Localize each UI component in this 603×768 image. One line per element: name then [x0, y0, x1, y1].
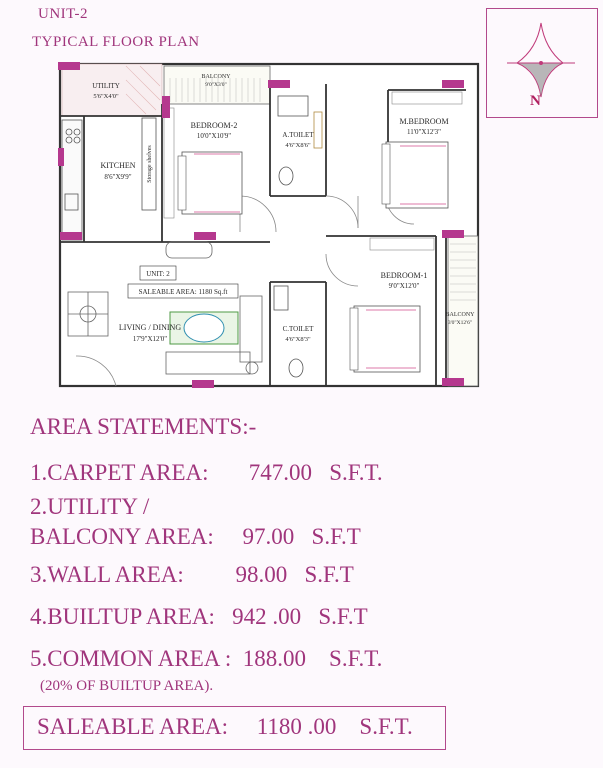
area-statements-title: AREA STATEMENTS:- [30, 414, 257, 439]
room-size-balcony-top: 9'0"X3'0" [205, 82, 227, 88]
floor-plan-title: TYPICAL FLOOR PLAN [32, 34, 200, 50]
floor-plan-drawing [56, 56, 482, 392]
saleable-tag: SALEABLE AREA: 1180 Sq.ft [138, 288, 228, 296]
carpet-area-line: 1.CARPET AREA: 747.00 S.F.T. [30, 460, 383, 485]
room-size-m-bedroom: 11'0"X12'3" [406, 128, 442, 136]
m-bedroom-bed [382, 142, 448, 208]
room-size-living-dining: 17'9"X12'0" [132, 335, 168, 343]
compass-rose-icon [487, 9, 599, 119]
room-size-balcony-right: 3'0"X12'6" [447, 320, 473, 326]
utility-area-line-2: BALCONY AREA: 97.00 S.F.T [30, 524, 361, 549]
room-name-a-toilet: A.TOILET [282, 131, 314, 139]
balcony-right [448, 236, 478, 386]
room-size-bedroom-1: 9'0"X12'0" [388, 282, 420, 290]
unit-tag: UNIT: 2 [146, 270, 170, 278]
room-size-kitchen: 8'6"X9'9" [104, 173, 132, 181]
bedroom1-bed [350, 306, 420, 372]
room-name-m-bedroom: M.BEDROOM [399, 117, 449, 126]
room-name-balcony-top: BALCONY [201, 74, 231, 80]
room-size-utility: 5'6"X4'0" [93, 93, 119, 100]
unit-title: UNIT-2 [38, 6, 88, 22]
room-size-a-toilet: 4'6"X8'6" [285, 142, 311, 149]
storage-shelves-label: Storage shelves [147, 145, 153, 183]
bedroom2-bed [178, 152, 242, 214]
room-name-balcony-right: BALCONY [445, 312, 475, 318]
room-name-living-dining: LIVING / DINING [118, 323, 182, 332]
room-name-utility: UTILITY [92, 82, 120, 90]
north-compass [486, 8, 598, 118]
builtup-area-line: 4.BUILTUP AREA: 942 .00 S.F.T [30, 604, 368, 629]
room-name-kitchen: KITCHEN [100, 161, 136, 170]
common-area-note: (20% OF BUILTUP AREA). [40, 678, 214, 694]
common-area-line: 5.COMMON AREA : 188.00 S.F.T. [30, 646, 383, 671]
wall-area-line: 3.WALL AREA: 98.00 S.F.T [30, 562, 354, 587]
utility-floor [62, 64, 162, 116]
room-size-bedroom-2: 10'0"X10'9" [196, 132, 232, 140]
saleable-area-line: SALEABLE AREA: 1180 .00 S.F.T. [37, 714, 413, 739]
utility-area-line-1: 2.UTILITY / [30, 494, 150, 519]
room-size-c-toilet: 4'6"X8'3" [285, 336, 311, 343]
room-name-c-toilet: C.TOILET [282, 325, 314, 333]
room-name-bedroom-2: BEDROOM-2 [190, 121, 238, 130]
north-letter: N [530, 93, 541, 109]
room-name-bedroom-1: BEDROOM-1 [380, 271, 428, 280]
